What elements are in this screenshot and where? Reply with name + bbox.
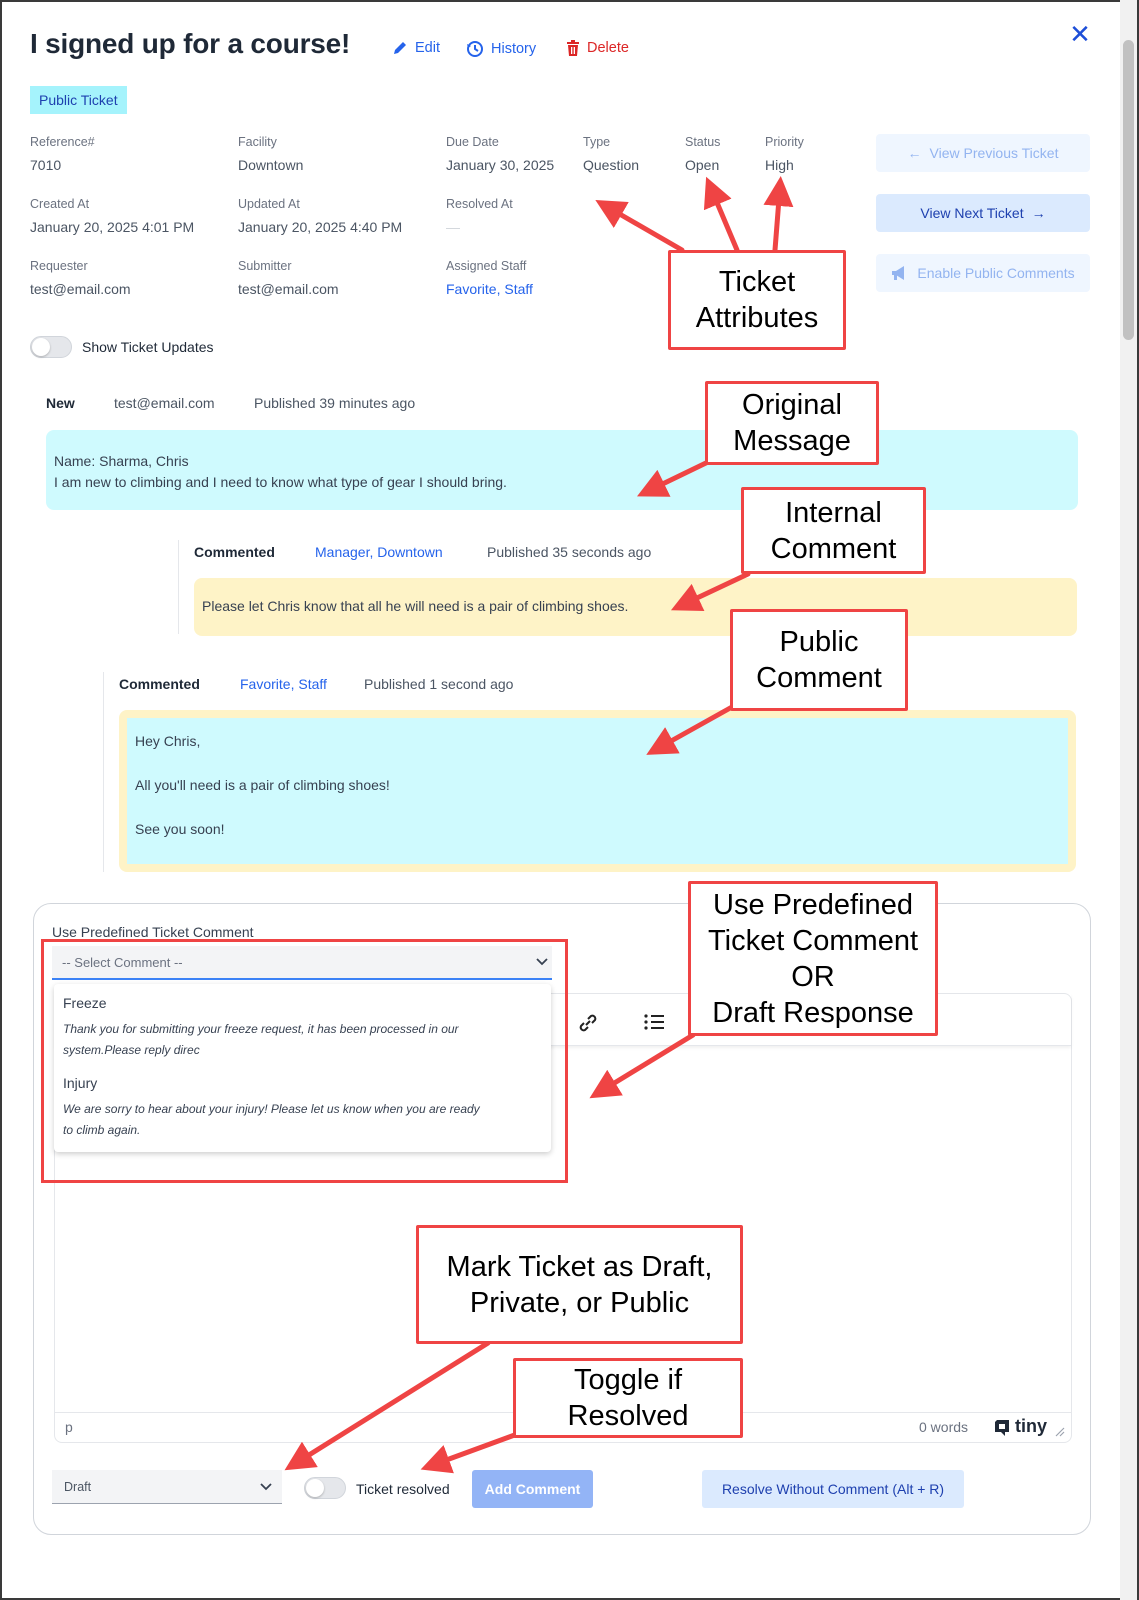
view-next-ticket-button[interactable] [876,194,1090,232]
facility-value: Downtown [238,157,304,173]
type-label: Type [583,135,611,149]
option-freeze-desc[interactable]: Thank you for submitting your freeze request, it has been processed in our system.Please reply direc [63,1022,459,1057]
delete-label: Delete [587,40,629,56]
bullet-list-icon[interactable] [643,1012,665,1032]
annotation-public-comment: Public Comment [730,609,908,711]
submitter-label: Submitter [238,259,292,273]
resolved-label: Resolved At [446,197,513,211]
arrow-left-icon: ← [907,145,922,161]
public-comment-inner [127,718,1068,864]
history-button[interactable] [466,40,536,58]
public-line-3: See you soon! [135,821,225,837]
created-value: January 20, 2025 4:01 PM [30,219,195,235]
view-next-label: View Next Ticket [920,205,1024,221]
enable-public-label: Enable Public Comments [917,265,1075,281]
comment-type-select[interactable] [52,1470,282,1504]
public-line-1: Hey Chris, [135,733,201,749]
chevron-down-icon [260,1483,272,1491]
ticket-title: I signed up for a course! [30,28,351,59]
reference-value: 7010 [30,157,62,173]
element-path: p [65,1419,73,1435]
word-count: 0 words [919,1419,969,1435]
annotation-internal-comment: Internal Comment [741,487,926,574]
scrollbar[interactable] [1120,0,1137,1600]
select-placeholder: -- Select Comment -- [62,955,183,970]
status-label: Status [685,135,721,149]
priority-label: Priority [765,135,804,149]
requester-value: test@email.com [30,281,131,297]
original-author: test@email.com [114,395,215,411]
public-author-link[interactable]: Favorite, Staff [240,676,327,692]
status-value: Open [685,157,720,173]
arrow-right-icon: → [1031,205,1046,221]
scrollbar-thumb[interactable] [1123,40,1134,340]
tiny-brand [993,1416,1047,1437]
original-line-1: Name: Sharma, Chris [54,453,189,469]
history-icon [466,40,484,58]
internal-published: Published 35 seconds ago [487,544,652,560]
created-label: Created At [30,197,90,211]
resolved-value: — [446,219,460,235]
edit-label: Edit [415,40,440,56]
tiny-brand-label: tiny [1015,1416,1048,1436]
updated-label: Updated At [238,197,300,211]
internal-body: Please let Chris know that all he will need is a pair of climbing shoes. [202,598,629,614]
ticket-visibility-badge: Public Ticket [30,86,127,114]
internal-comment-box [194,578,1077,636]
due-date-value: January 30, 2025 [446,157,555,173]
option-freeze-title[interactable]: Freeze [63,995,107,1011]
history-label: History [491,41,537,57]
assigned-staff-label: Assigned Staff [446,259,527,273]
option-injury-desc[interactable]: We are sorry to hear about your injury! Please let us know when you are ready to climb again. [63,1102,480,1137]
predefined-comment-label: Use Predefined Ticket Comment [52,924,254,940]
type-value: Question [583,157,640,173]
public-published: Published 1 second ago [364,676,514,692]
toggle-knob [306,1479,324,1497]
tiny-logo-icon [993,1418,1011,1436]
public-line-2: All you'll need is a pair of climbing shoes! [135,777,390,793]
annotation-original-message: Original Message [705,381,879,465]
megaphone-icon [891,265,909,281]
requester-label: Requester [30,259,88,273]
original-status: New [46,395,75,411]
annotation-toggle-resolved: Toggle if Resolved [513,1358,743,1438]
resize-handle-icon[interactable] [1055,1427,1065,1437]
dropdown-highlight-frame [41,939,568,1183]
internal-status: Commented [194,544,275,560]
show-updates-label: Show Ticket Updates [82,339,214,355]
thread-line [178,540,179,634]
annotation-mark-draft: Mark Ticket as Draft, Private, or Public [416,1225,743,1344]
enable-public-comments-button[interactable] [876,254,1090,292]
show-updates-toggle[interactable] [30,336,72,358]
option-injury-title[interactable]: Injury [63,1075,98,1091]
facility-label: Facility [238,135,277,149]
priority-value: High [765,157,794,173]
public-status: Commented [119,676,200,692]
view-previous-label: View Previous Ticket [929,145,1059,161]
link-icon[interactable] [577,1012,599,1034]
close-icon[interactable]: ✕ [1069,19,1091,49]
thread-line [103,672,104,872]
public-comment-box [119,710,1076,872]
reference-label: Reference# [30,135,95,149]
delete-button[interactable] [566,40,629,56]
original-line-2: I am new to climbing and I need to know what type of gear I should bring. [54,474,507,490]
view-previous-ticket-button[interactable] [876,134,1090,172]
trash-icon [566,40,580,56]
annotation-ticket-attributes: Ticket Attributes [668,250,846,350]
assigned-staff-link[interactable]: Favorite, Staff [446,281,533,297]
annotation-predefined-comment: Use Predefined Ticket Comment OR Draft Response [688,881,938,1036]
resolve-without-comment-button[interactable]: Resolve Without Comment (Alt + R) [702,1470,964,1508]
toggle-knob [32,338,50,356]
internal-author-link[interactable]: Manager, Downtown [315,544,443,560]
add-comment-button[interactable]: Add Comment [472,1470,593,1508]
ticket-resolved-toggle[interactable] [304,1477,346,1499]
due-date-label: Due Date [446,135,499,149]
edit-button[interactable] [392,40,440,56]
pencil-icon [392,40,408,56]
comment-type-value: Draft [64,1480,92,1494]
submitter-value: test@email.com [238,281,339,297]
ticket-resolved-label: Ticket resolved [356,1481,450,1497]
updated-value: January 20, 2025 4:40 PM [238,219,403,235]
original-published: Published 39 minutes ago [254,395,416,411]
